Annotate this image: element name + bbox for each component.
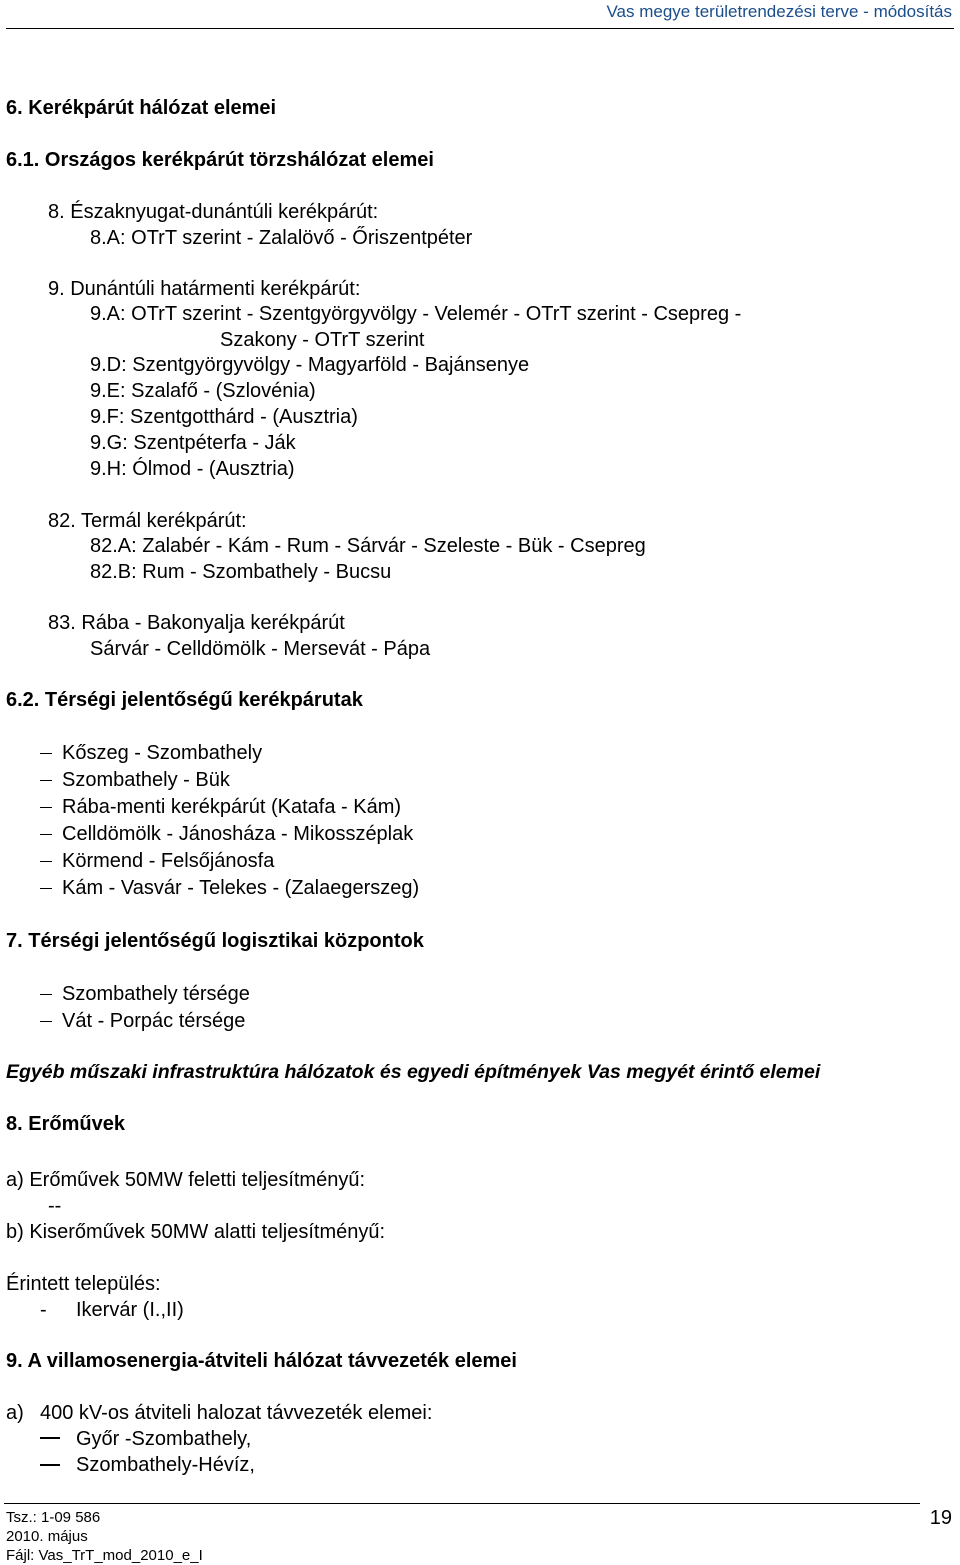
section-6-2-title: 6.2. Térségi jelentőségű kerékpárutak [6, 689, 363, 711]
footer-rule [4, 1503, 920, 1504]
bullet-dash [40, 807, 52, 808]
route-8-title: 8. Északnyugat-dunántúli kerékpárút: [48, 201, 379, 223]
list-item: Győr -Szombathely, [76, 1428, 252, 1450]
header-rule [6, 28, 954, 29]
list-item: Rába-menti kerékpárút (Katafa - Kám) [62, 796, 402, 818]
affected-dash: - [40, 1299, 47, 1321]
page-number: 19 [929, 1507, 952, 1529]
affected-settlement-value: Ikervár (I.,II) [76, 1299, 184, 1321]
list-item: Vát - Porpác térsége [62, 1010, 246, 1032]
transmission-a-marker: a) [6, 1402, 24, 1424]
section-9-title: 9. A villamosenergia-átviteli hálózat távvezeték elemei [6, 1350, 517, 1372]
route-9a-line1: 9.A: OTrT szerint - Szentgyörgyvölgy - Velemér - OTrT szerint - Csepreg - [90, 303, 742, 325]
list-item: Szombathely térsége [62, 983, 250, 1005]
route-9a-line2: Szakony - OTrT szerint [220, 329, 425, 351]
section-8-title: 8. Erőművek [6, 1113, 125, 1135]
bullet-dash [40, 994, 52, 995]
route-9g: 9.G: Szentpéterfa - Ják [90, 432, 296, 454]
list-item: Kám - Vasvár - Telekes - (Zalaegerszeg) [62, 877, 420, 899]
footer-date: 2010. május [6, 1528, 88, 1545]
route-9-title: 9. Dunántúli határmenti kerékpárút: [48, 278, 361, 300]
list-item: Szombathely-Hévíz, [76, 1454, 255, 1476]
route-9e: 9.E: Szalafő - (Szlovénia) [90, 380, 316, 402]
footer-file: Fájl: Vas_TrT_mod_2010_e_I [6, 1547, 203, 1564]
route-8a: 8.A: OTrT szerint - Zalalövő - Őriszentpéter [90, 227, 473, 249]
bullet-dash [40, 1437, 60, 1439]
bullet-dash [40, 888, 52, 889]
document-header-title: Vas megye területrendezési terve - módosítás [606, 2, 952, 21]
route-82b: 82.B: Rum - Szombathely - Bucsu [90, 561, 392, 583]
bullet-dash [40, 1021, 52, 1022]
power-plants-a: a) Erőművek 50MW feletti teljesítményű: [6, 1169, 366, 1191]
list-item: Körmend - Felsőjánosfa [62, 850, 275, 872]
bullet-dash [40, 1464, 60, 1466]
infrastructure-heading: Egyéb műszaki infrastruktúra hálózatok és egyedi építmények Vas megyét érintő elemei [6, 1061, 821, 1083]
route-83-title: 83. Rába - Bakonyalja kerékpárút [48, 612, 345, 634]
route-9d: 9.D: Szentgyörgyvölgy - Magyarföld - Bajánsenye [90, 354, 530, 376]
section-6-title: 6. Kerékpárút hálózat elemei [6, 97, 277, 119]
list-item: Szombathely - Bük [62, 769, 230, 791]
bullet-dash [40, 753, 52, 754]
transmission-a-text: 400 kV-os átviteli halozat távvezeték elemei: [40, 1402, 433, 1424]
list-item: Celldömölk - Jánosháza - Mikosszéplak [62, 823, 414, 845]
route-82-title: 82. Termál kerékpárút: [48, 510, 247, 532]
power-plants-b: b) Kiserőművek 50MW alatti teljesítményű: [6, 1221, 386, 1243]
affected-settlement-label: Érintett település: [6, 1273, 161, 1295]
bullet-dash [40, 780, 52, 781]
footer-tsz: Tsz.: 1-09 586 [6, 1509, 101, 1526]
bullet-dash [40, 834, 52, 835]
route-9h: 9.H: Ólmod - (Ausztria) [90, 458, 295, 480]
bullet-dash [40, 861, 52, 862]
list-item: Kőszeg - Szombathely [62, 742, 263, 764]
route-82a: 82.A: Zalabér - Kám - Rum - Sárvár - Szeleste - Bük - Csepreg [90, 535, 646, 557]
route-83-line: Sárvár - Celldömölk - Mersevát - Pápa [90, 638, 431, 660]
section-7-title: 7. Térségi jelentőségű logisztikai központok [6, 930, 424, 952]
section-6-1-title: 6.1. Országos kerékpárút törzshálózat elemei [6, 149, 434, 171]
route-9f: 9.F: Szentgotthárd - (Ausztria) [90, 406, 358, 428]
power-plants-a-value: -- [48, 1195, 62, 1217]
